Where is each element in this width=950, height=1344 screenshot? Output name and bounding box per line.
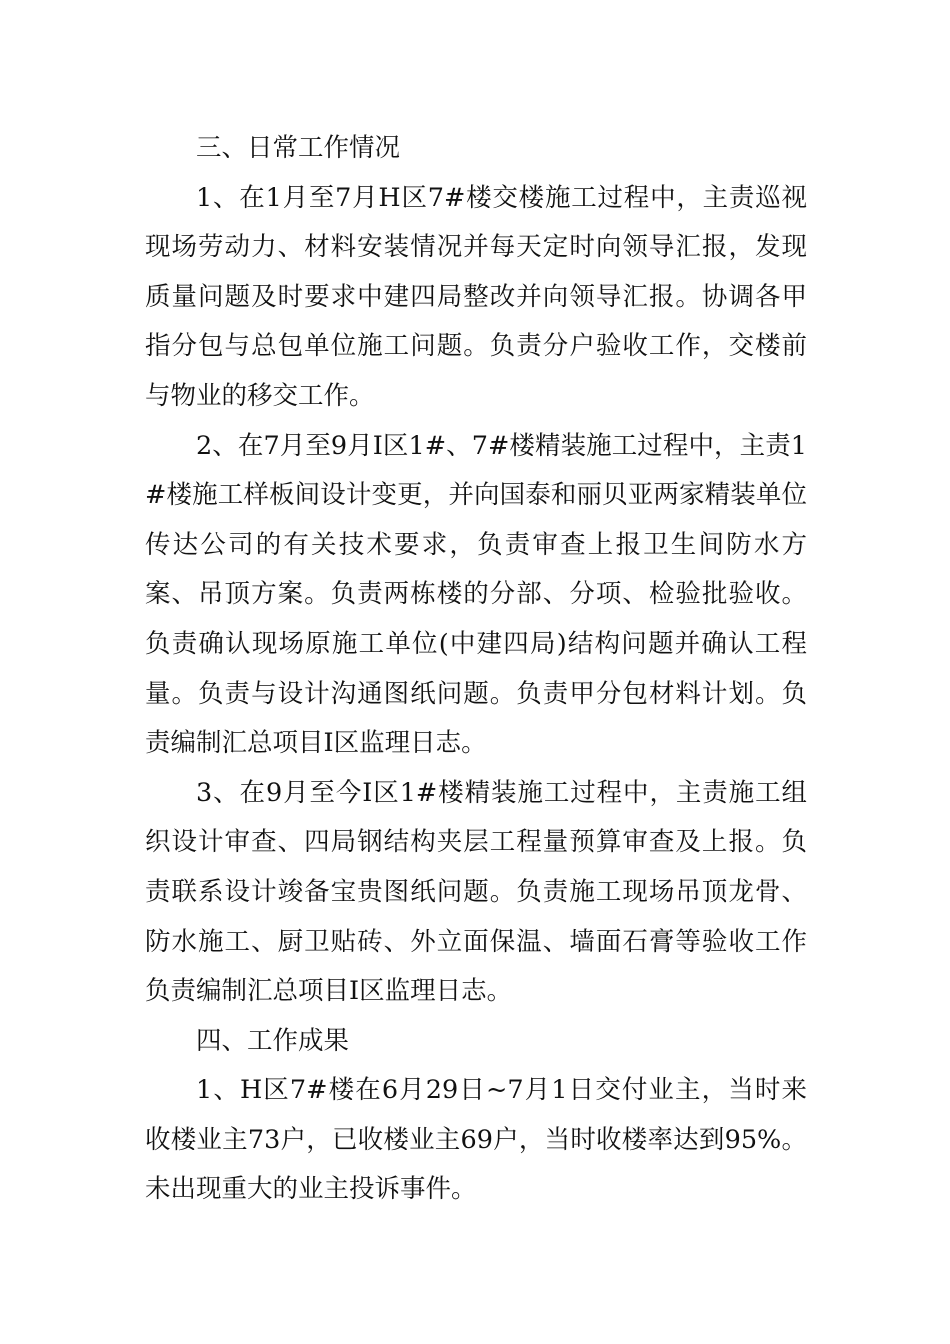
- paragraph-result-1: 1、H区7#楼在6月29日~7月1日交付业主，当时来收楼业主73户，已收楼业主69户，当时收楼率达到95%。未出现重大的业主投诉事件。: [145, 1075, 807, 1205]
- paragraph-item-2: 2、在7月至9月I区1#、7#楼精装施工过程中，主责1#楼施工样板间设计变更，并向国泰和丽贝亚两家精装单位传达公司的有关技术要求，负责审查上报卫生间防水方案、吊顶方案。负责两栋楼的分部、分项、检验批验收。负责确认现场原施工单位(中建四局)结构问题并确认工程量。负责与设计沟通图纸问题。负责甲分包材料计划。负责编制汇总项目I区监理日志。: [145, 430, 807, 759]
- section-heading-results: 四、工作成果: [196, 1025, 350, 1056]
- paragraph-item-3: 3、在9月至今I区1#楼精装施工过程中，主责施工组织设计审查、四局钢结构夹层工程量预算审查及上报。负责联系设计竣备宝贵图纸问题。负责施工现场吊顶龙骨、防水施工、厨卫贴砖、外立面保温、墙面石膏等验收工作负责编制汇总项目I区监理日志。: [145, 777, 807, 1007]
- section-heading-daily-work: 三、日常工作情况: [196, 133, 401, 163]
- document-body: [145, 124, 807, 1215]
- paragraph-item-1: 1、在1月至7月H区7#楼交楼施工过程中，主责巡视现场劳动力、材料安装情况并每天定时向领导汇报，发现质量问题及时要求中建四局整改并向领导汇报。协调各甲指分包与总包单位施工问题。负责分户验收工作，交楼前与物业的移交工作。: [145, 182, 807, 411]
